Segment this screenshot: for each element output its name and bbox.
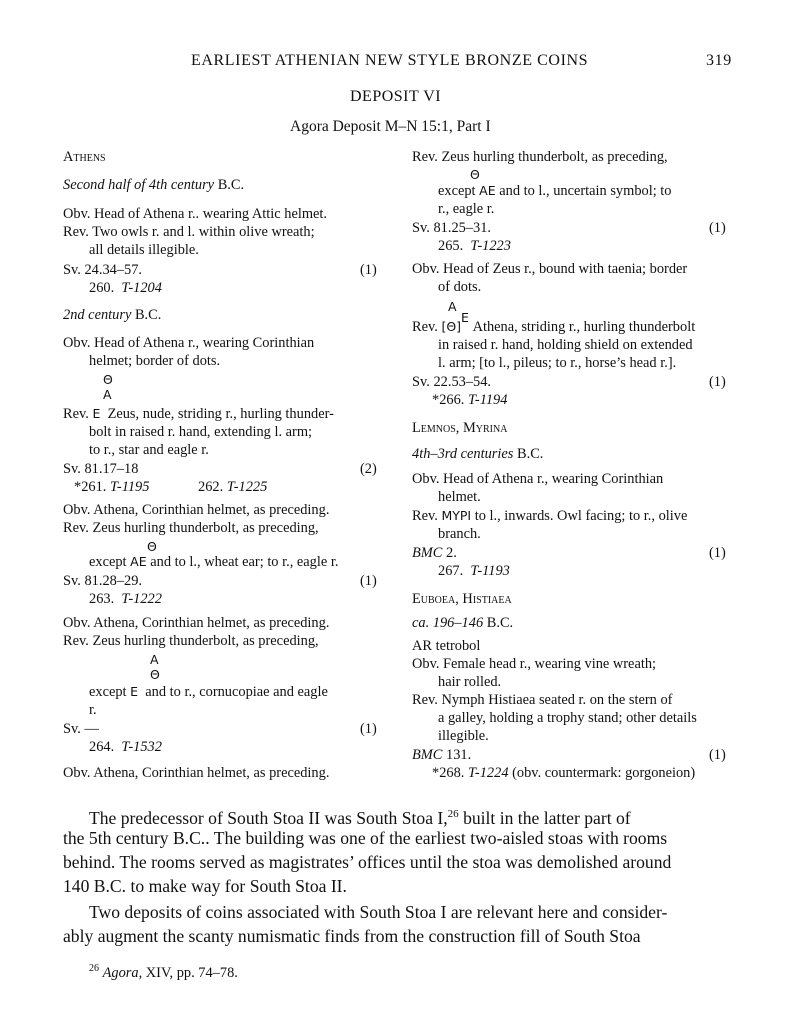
section-lemnos: Lemnos, Myrina: [412, 420, 508, 436]
entry-263-cat: 263. T-1222: [89, 591, 162, 607]
entry-268-count: (1): [709, 747, 726, 763]
paragraph-line: The predecessor of South Stoa II was South Stoa I,$^{26}$ built in the latter part of: [89, 807, 631, 828]
entry-266-obv-cont: of dots.: [438, 279, 482, 295]
entry-263-sv: Sv. 81.28–29.: [63, 573, 143, 589]
monogram-a: A: [103, 387, 112, 402]
entry-260-cat: 260. T-1204: [89, 280, 162, 296]
entry-266-rev: Rev. [Θ]E Athena, striding r., hurling thunderbolt: [412, 310, 696, 335]
entry-268-rev-cont: illegible.: [438, 728, 489, 744]
entry-264-rev-cont: except E and to r., cornucopiae and eagle: [89, 684, 328, 700]
entry-265-obv: Obv. Athena, Corinthian helmet, as preceding.: [63, 765, 330, 781]
period-heading: Second half of 4th century B.C.: [63, 177, 245, 193]
entry-267-count: (1): [709, 545, 726, 561]
entry-263-rev-cont: except AE and to l., wheat ear; to r., eagle r.: [89, 554, 339, 570]
entry-267-obv: Obv. Head of Athena r., wearing Corinthian: [412, 471, 664, 487]
paragraph-line: the 5th century B.C.. The building was one of the earliest two-aisled stoas with rooms: [63, 828, 668, 848]
entry-264-rev-cont: r.: [89, 702, 97, 718]
entry-261-cat: *261. T-1195: [74, 479, 150, 495]
entry-263-obv: Obv. Athena, Corinthian helmet, as preceding.: [63, 502, 330, 518]
entry-268-rev: Rev. Nymph Histiaea seated r. on the stern of: [412, 692, 673, 708]
entry-260-rev: Rev. Two owls r. and l. within olive wreath;: [63, 224, 315, 240]
entry-264-count: (1): [360, 721, 377, 737]
entry-268-obv: Obv. Female head r., wearing vine wreath;: [412, 656, 657, 672]
entry-266-rev-cont: in raised r. hand, holding shield on extended: [438, 337, 693, 353]
section-euboea: Euboea, Histiaea: [412, 591, 512, 607]
entry-266-sv: Sv. 22.53–54.: [412, 374, 492, 390]
monogram-a: A: [150, 652, 159, 667]
paragraph-line: ably augment the scanty numismatic finds from the construction fill of South Stoa: [63, 926, 641, 946]
entry-260-obv: Obv. Head of Athena r.. wearing Attic helmet.: [63, 206, 328, 222]
entry-267-ref: BMC 2.: [412, 545, 457, 561]
entry-266-obv: Obv. Head of Zeus r., bound with taenia; border: [412, 261, 688, 277]
entry-268-cat: *268. T-1224 (obv. countermark: gorgoneion): [432, 765, 696, 781]
entry-261-sv: Sv. 81.17–18: [63, 461, 139, 477]
entry-261-obv: Obv. Head of Athena r., wearing Corinthian: [63, 335, 315, 351]
page-number: 319: [706, 52, 732, 69]
paragraph-line: 140 B.C. to make way for South Stoa II.: [63, 876, 347, 896]
entry-268-obv-cont: hair rolled.: [438, 674, 502, 690]
entry-267-obv-cont: helmet.: [438, 489, 481, 505]
period-heading: 4th–3rd centuries B.C.: [412, 446, 544, 462]
footnote: $^{26}$ Agora, XIV, pp. 74–78.: [89, 963, 238, 981]
entry-260-rev-cont: all details illegible.: [89, 242, 199, 258]
monogram-theta: Θ: [147, 539, 157, 554]
running-title: EARLIEST ATHENIAN NEW STYLE BRONZE COINS: [191, 52, 589, 69]
entry-265-rev-cont: r., eagle r.: [438, 201, 495, 217]
entry-267-cat: 267. T-1193: [438, 563, 510, 579]
entry-261-rev-cont: to r., star and eagle r.: [89, 442, 209, 458]
entry-263-count: (1): [360, 573, 377, 589]
entry-265-count: (1): [709, 220, 726, 236]
monogram-theta: Θ: [470, 167, 480, 182]
monogram-a: A: [448, 299, 457, 314]
entry-266-count: (1): [709, 374, 726, 390]
period-heading: ca. 196–146 B.C.: [412, 615, 514, 631]
entry-266-cat: *266. T-1194: [432, 392, 508, 408]
entry-260-count: (1): [360, 262, 377, 278]
entry-264-sv: Sv. —: [63, 721, 99, 737]
entry-268-ref: BMC 131.: [412, 747, 472, 763]
entry-260-sv: Sv. 24.34–57.: [63, 262, 143, 278]
paragraph-line: Two deposits of coins associated with South Stoa I are relevant here and consider-: [89, 902, 668, 922]
entry-262-cat: 262. T-1225: [198, 479, 268, 495]
entry-265-rev-cont: except AE and to l., uncertain symbol; to: [438, 183, 672, 199]
entry-265-sv: Sv. 81.25–31.: [412, 220, 492, 236]
entry-261-rev: Rev. E Zeus, nude, striding r., hurling thunder-: [63, 406, 334, 422]
deposit-title: DEPOSIT VI: [350, 88, 442, 105]
entry-264-rev: Rev. Zeus hurling thunderbolt, as preceding,: [63, 633, 319, 649]
monogram-theta: Θ: [150, 667, 160, 682]
entry-267-rev: Rev. MYPI to l., inwards. Owl facing; to r., olive: [412, 508, 688, 524]
entry-268-rev-cont: a galley, holding a trophy stand; other details: [438, 710, 697, 726]
footnote-ref: 26: [447, 808, 459, 820]
entry-263-rev: Rev. Zeus hurling thunderbolt, as preceding,: [63, 520, 319, 536]
entry-261-obv-cont: helmet; border of dots.: [89, 353, 221, 369]
entry-264-cat: 264. T-1532: [89, 739, 162, 755]
entry-264-obv: Obv. Athena, Corinthian helmet, as preceding.: [63, 615, 330, 631]
entry-265-cat: 265. T-1223: [438, 238, 511, 254]
section-athens: Athens: [63, 149, 106, 165]
period-heading: 2nd century B.C.: [63, 307, 162, 323]
entry-266-rev-cont: l. arm; [to l., pileus; to r., horse’s head r.].: [438, 355, 677, 371]
monogram-theta: Θ: [103, 372, 113, 387]
entry-261-rev-cont: bolt in raised r. hand, extending l. arm;: [89, 424, 313, 440]
entry-261-count: (2): [360, 461, 377, 477]
entry-265-rev: Rev. Zeus hurling thunderbolt, as preceding,: [412, 149, 668, 165]
entry-267-rev-cont: branch.: [438, 526, 481, 542]
paragraph-line: behind. The rooms served as magistrates’ offices until the stoa was demolished around: [63, 852, 672, 872]
entry-268-denomination: AR tetrobol: [412, 638, 481, 654]
deposit-subtitle: Agora Deposit M–N 15:1, Part I: [290, 118, 491, 135]
